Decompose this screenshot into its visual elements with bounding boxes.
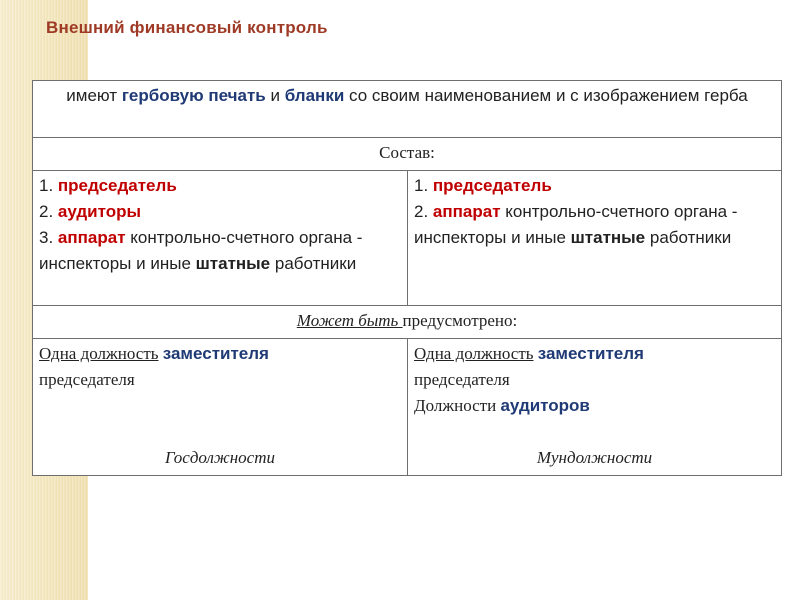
- keyword-auditors-genitive: аудиторов: [500, 396, 590, 415]
- comparison-table: [32, 80, 782, 476]
- keyword-chairman: председатель: [57, 176, 177, 195]
- text-fragment: со своим наименованием и с изображением герба: [344, 86, 748, 105]
- keyword-deputy: заместителя: [162, 344, 269, 363]
- left-composition-cell: [33, 171, 408, 306]
- chairman-genitive: председателя: [39, 370, 135, 389]
- item-number: 2.: [414, 202, 433, 221]
- item-number: 1.: [39, 176, 58, 195]
- keyword-deputy: заместителя: [537, 344, 644, 363]
- slide-title: Внешний финансовый контроль: [46, 18, 328, 37]
- provided-text: предусмотрено:: [402, 311, 518, 330]
- keyword-staff: штатные: [570, 228, 646, 247]
- text-fragment: работники: [270, 254, 357, 273]
- text-fragment: контрольно-счетного органа - инспекторы и иные: [39, 228, 363, 273]
- item-number: 1.: [414, 176, 433, 195]
- may-be-provided-header: [33, 306, 782, 339]
- list-item: [39, 173, 401, 199]
- table-row: [33, 138, 782, 171]
- municipal-positions-label: Мундолжности: [536, 448, 653, 467]
- text-fragment: контрольно-счетного органа - инспекторы и иные: [414, 202, 738, 247]
- list-item: [414, 367, 775, 393]
- one-position-text: Одна должность: [39, 344, 159, 363]
- table-row: [33, 306, 782, 339]
- composition-label: Состав:: [379, 143, 435, 162]
- right-optional-cell: [408, 339, 782, 476]
- list-item: [39, 367, 401, 393]
- text-fragment: работники: [645, 228, 732, 247]
- right-composition-cell: [408, 171, 782, 306]
- list-item: [414, 341, 775, 367]
- keyword-apparatus: аппарат: [432, 202, 501, 221]
- list-item: [414, 173, 775, 199]
- item-number: 2.: [39, 202, 58, 221]
- composition-header: [33, 138, 782, 171]
- list-item: [414, 393, 775, 419]
- keyword-chairman: председатель: [432, 176, 552, 195]
- keyword-blanks: бланки: [284, 86, 345, 105]
- left-optional-cell: [33, 339, 408, 476]
- seal-and-blanks-cell: [33, 81, 782, 138]
- keyword-apparatus: аппарат: [57, 228, 126, 247]
- list-item: [39, 341, 401, 367]
- list-item: [39, 225, 401, 277]
- keyword-seal: гербовую печать: [121, 86, 266, 105]
- positions-text: Должности: [414, 396, 501, 415]
- table-row: [33, 171, 782, 306]
- chairman-genitive: председателя: [414, 370, 510, 389]
- keyword-auditors: аудиторы: [57, 202, 142, 221]
- one-position-text: Одна должность: [414, 344, 534, 363]
- table-row: [33, 81, 782, 138]
- item-number: 3.: [39, 228, 58, 247]
- list-item: [39, 199, 401, 225]
- table-row: [33, 339, 782, 476]
- may-be-text: Может быть: [296, 311, 403, 330]
- list-item: [414, 199, 775, 251]
- text-fragment: и: [265, 86, 285, 105]
- keyword-staff: штатные: [195, 254, 271, 273]
- state-positions-label: Госдолжности: [165, 448, 275, 467]
- text-fragment: имеют: [66, 86, 122, 105]
